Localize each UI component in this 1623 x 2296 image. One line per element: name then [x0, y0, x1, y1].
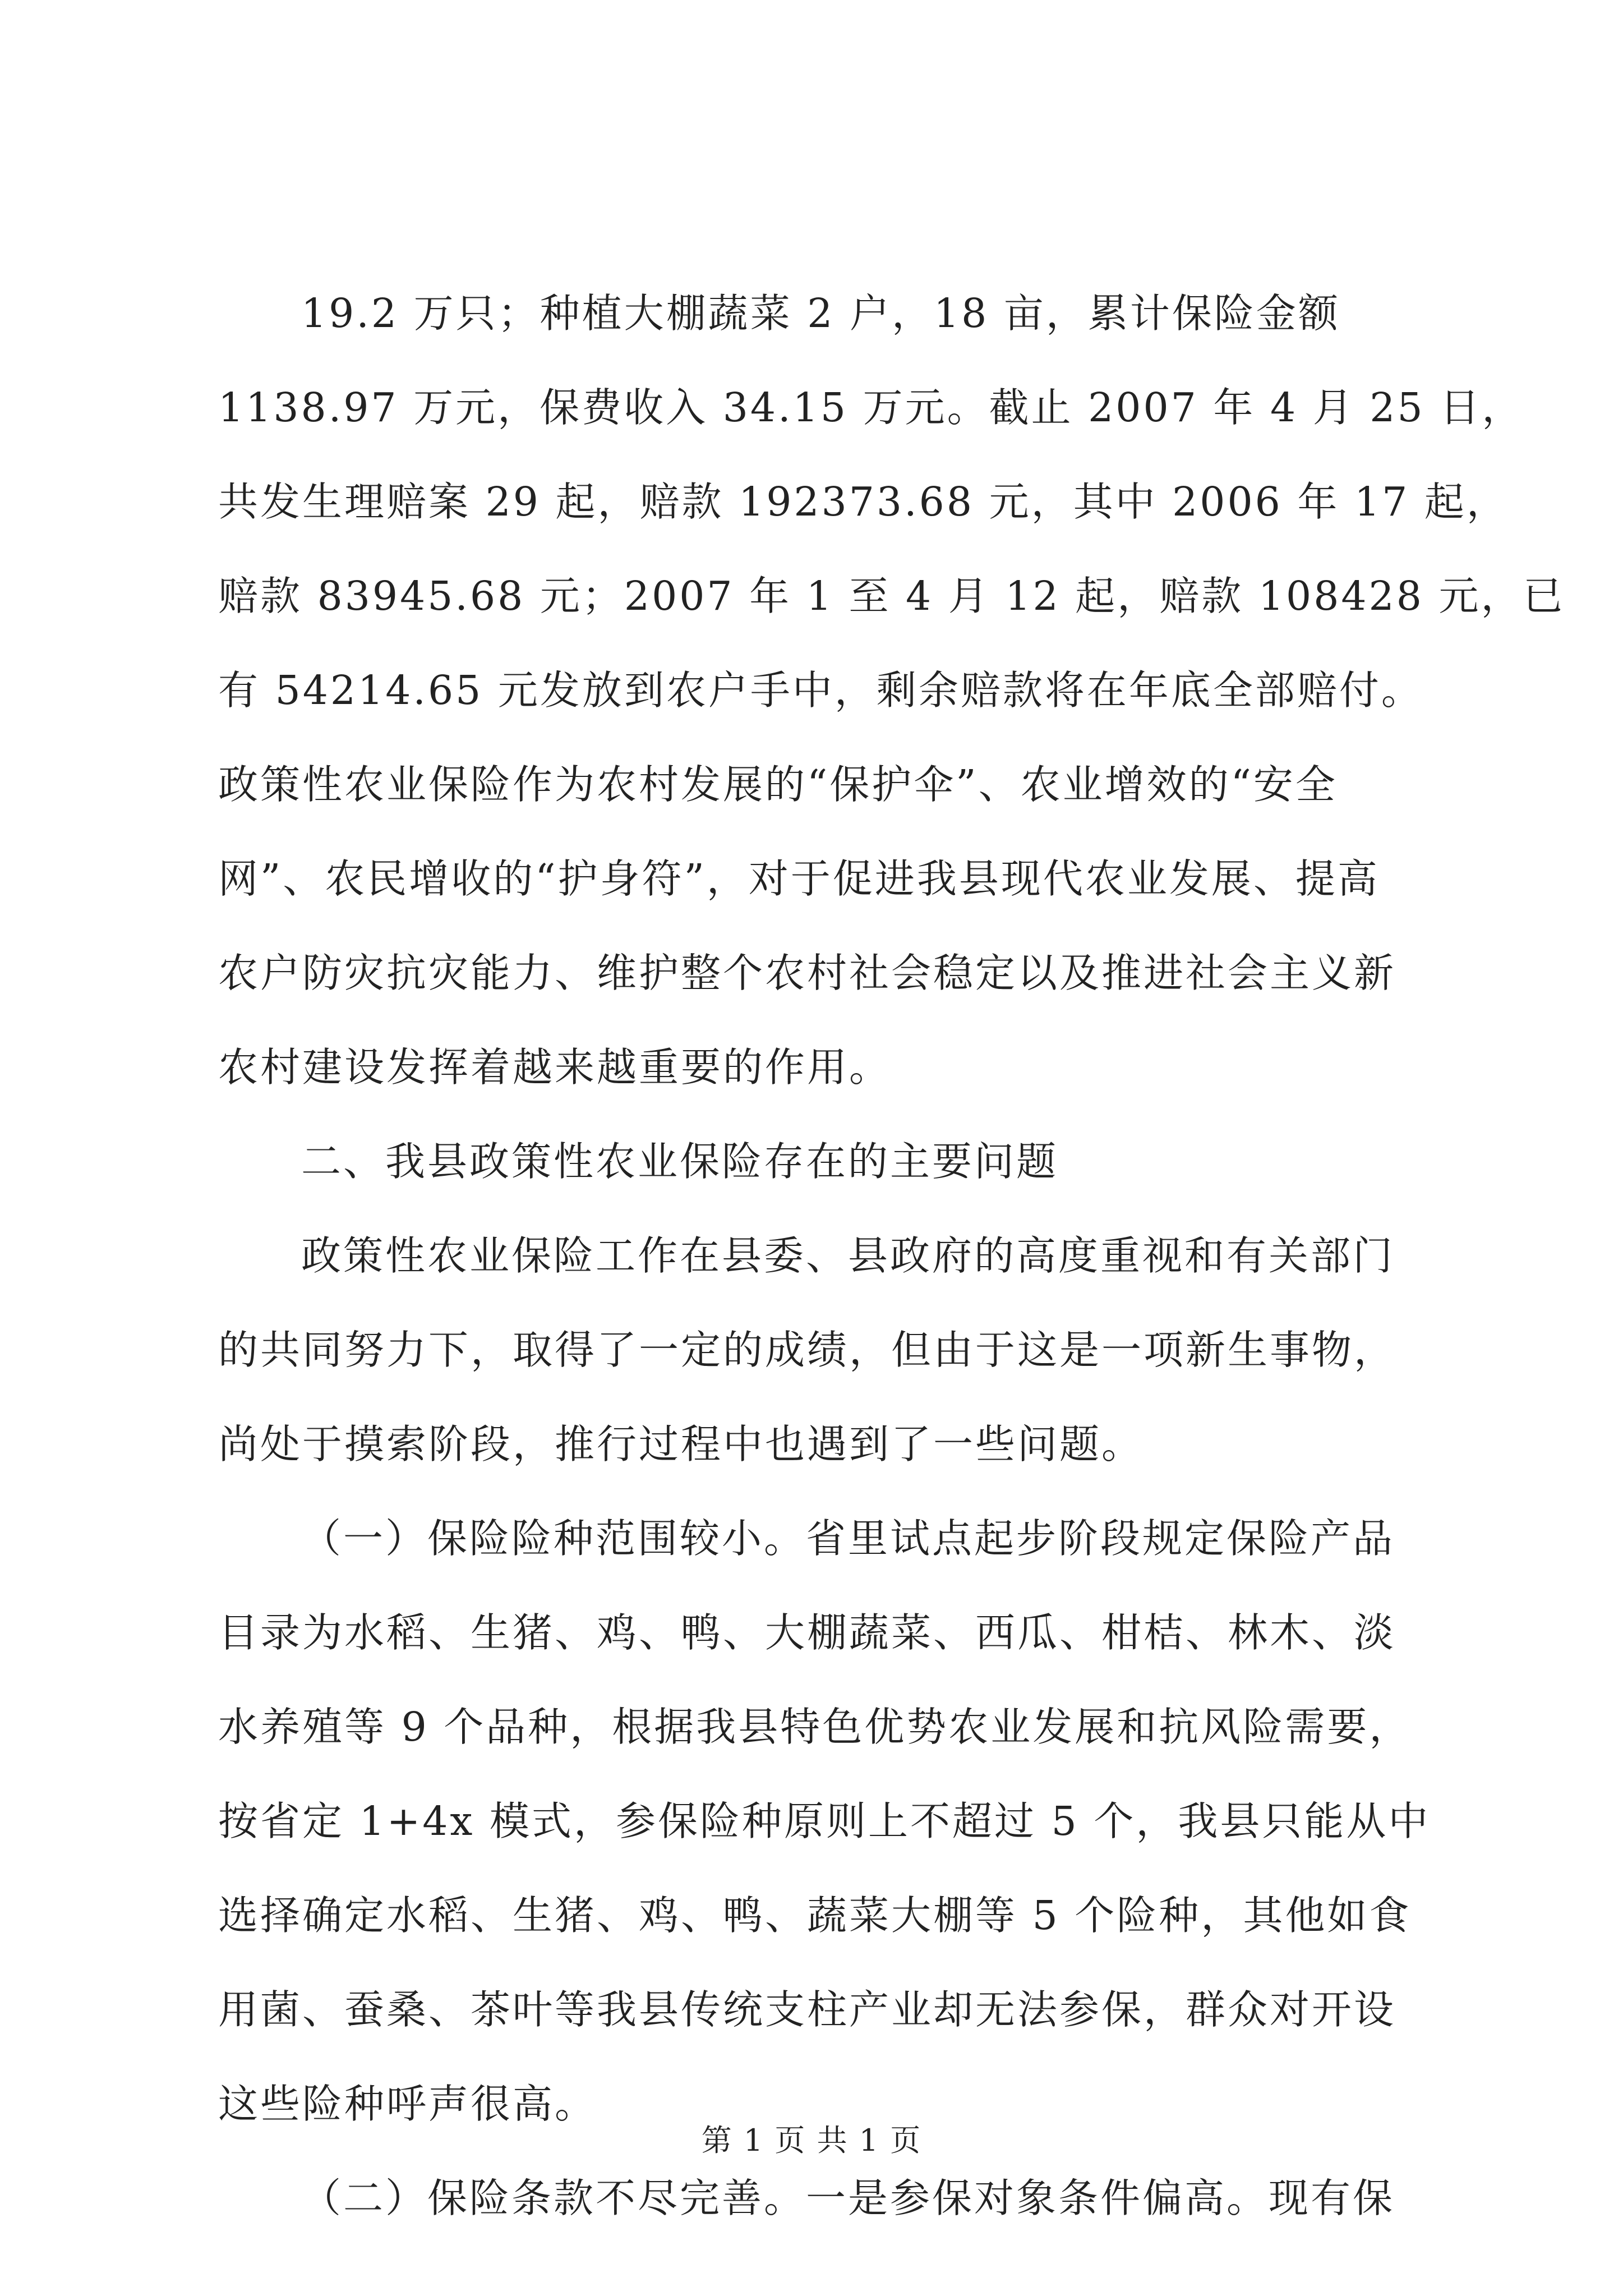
paragraph-line: 的共同努力下，取得了一定的成绩，但由于这是一项新生事物， [218, 1327, 1396, 1373]
paragraph-line: 按省定 1+4x 模式，参保险种原则上不超过 5 个，我县只能从中 [218, 1798, 1431, 1844]
paragraph-line: 19.2 万只；种植大棚蔬菜 2 户，18 亩，累计保险金额 [301, 290, 1340, 337]
paragraph-line: 用菌、蚕桑、茶叶等我县传统支柱产业却无法参保，群众对开设 [218, 1986, 1396, 2033]
document-body [218, 266, 1565, 2246]
paragraph-line: 网”、农民增收的“护身符”，对于促进我县现代农业发展、提高 [218, 855, 1380, 902]
paragraph-line: 政策性农业保险工作在县委、县政府的高度重视和有关部门 [301, 1232, 1395, 1279]
paragraph-line: 这些险种呼声很高。 [218, 2081, 597, 2127]
page-footer: 第 1 页 共 1 页 [701, 2123, 922, 2158]
paragraph-line: 政策性农业保险作为农村发展的“保护伞”、农业增效的“安全 [218, 761, 1338, 808]
paragraph-line: 目录为水稻、生猪、鸡、鸭、大棚蔬菜、西瓜、柑桔、林木、淡 [218, 1609, 1396, 1656]
subsection-paragraph-line: （二）保险条款不尽完善。一是参保对象条件偏高。现有保 [301, 2175, 1395, 2221]
paragraph-line: 农户防灾抗灾能力、维护整个农村社会稳定以及推进社会主义新 [218, 950, 1396, 996]
paragraph-line: 有 54214.65 元发放到农户手中，剩余赔款将在年底全部赔付。 [218, 667, 1423, 714]
paragraph-line: 共发生理赔案 29 起，赔款 192373.68 元，其中 2006 年 17 起， [218, 478, 1509, 525]
paragraph-line: 尚处于摸索阶段，推行过程中也遇到了一些问题。 [218, 1421, 1144, 1467]
paragraph-line: 1138.97 万元，保费收入 34.15 万元。截止 2007 年 4 月 25 日， [218, 384, 1524, 431]
paragraph-line: 选择确定水稻、生猪、鸡、鸭、蔬菜大棚等 5 个险种，其他如食 [218, 1892, 1412, 1939]
paragraph-line: 赔款 83945.68 元；2007 年 1 至 4 月 12 起，赔款 108428 元，已 [218, 573, 1565, 619]
paragraph-line: 农村建设发挥着越来越重要的作用。 [218, 1044, 892, 1091]
subsection-paragraph-line: （一）保险险种范围较小。省里试点起步阶段规定保险产品 [301, 1515, 1395, 1562]
paragraph-line: 水养殖等 9 个品种，根据我县特色优势农业发展和抗风险需要， [218, 1704, 1412, 1750]
section-heading: 二、我县政策性农业保险存在的主要问题 [301, 1138, 1059, 1185]
